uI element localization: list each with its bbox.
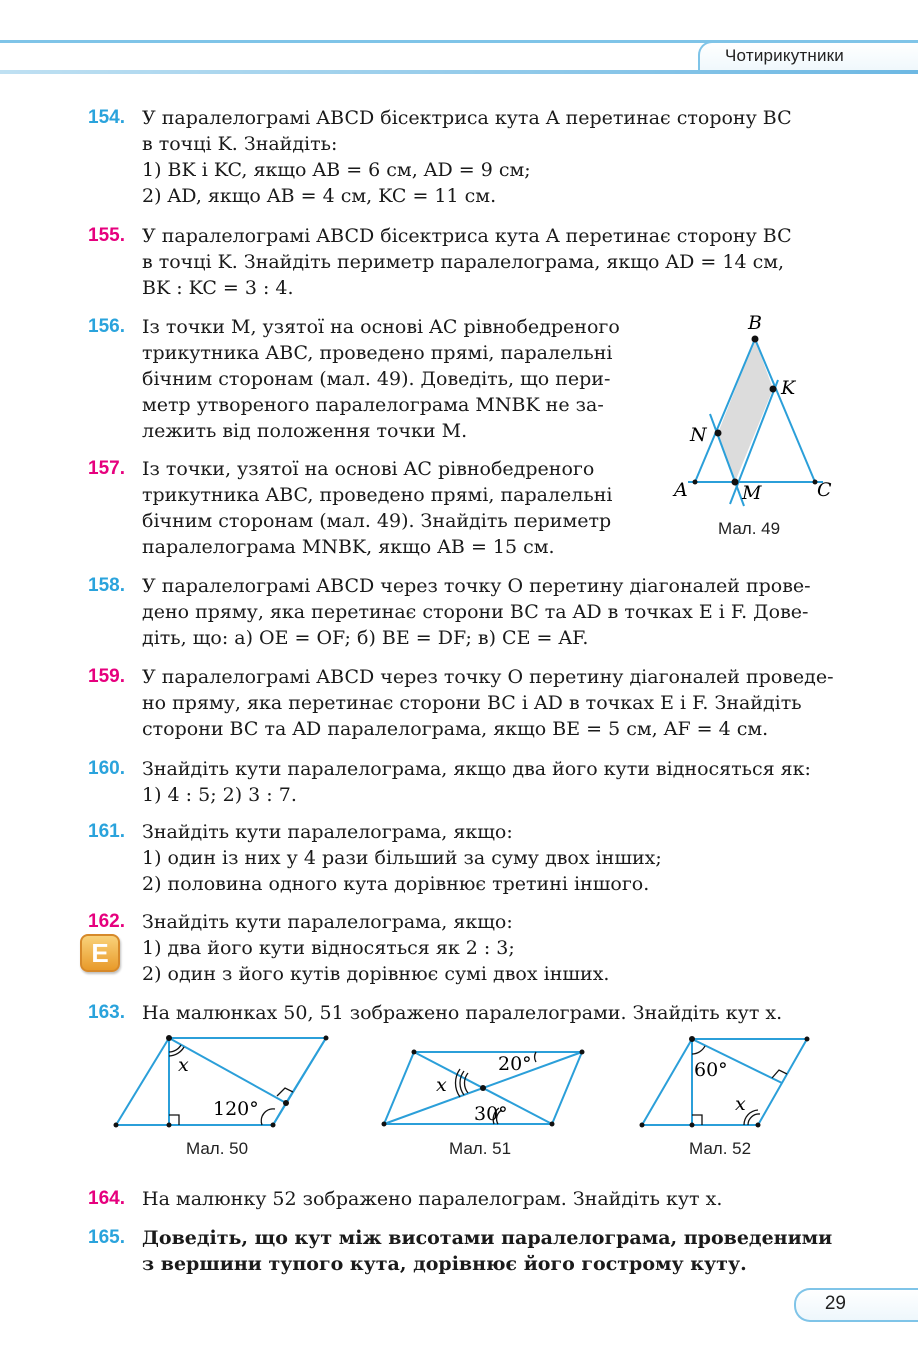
triangle-diagram <box>668 310 848 510</box>
problem-line: в точці K. Знайдіть: <box>142 133 338 155</box>
figure-caption: Мал. 51 <box>449 1139 512 1158</box>
problem-line: 2) половина одного кута дорівнює третині іншого. <box>142 873 650 895</box>
problem-line: BK : KC = 3 : 4. <box>142 277 294 299</box>
problem-line: Знайдіть кути паралелограма, якщо два його кути відносяться як: <box>142 758 811 780</box>
problem-number: 156. <box>88 316 125 337</box>
problem-160 <box>88 756 811 808</box>
label-c: C <box>817 479 832 501</box>
problem-number: 155. <box>88 225 125 246</box>
problem-number: 160. <box>88 758 125 779</box>
parallelogram-diagram-51 <box>378 1040 593 1135</box>
problem-line: У паралелограмі ABCD бісектриса кута A перетинає сторону BC <box>142 225 792 247</box>
problem-number: 158. <box>88 575 125 596</box>
header-bar <box>0 70 918 74</box>
parallelogram-diagram-50 <box>110 1030 340 1135</box>
page-number-tab <box>794 1288 918 1322</box>
label-b: B <box>748 312 762 334</box>
problem-line: лежить від положення точки M. <box>142 420 468 442</box>
problem-line: У паралелограмі ABCD через точку O перетину діагоналей проведе- <box>142 666 834 688</box>
e-badge-icon: E <box>80 934 120 972</box>
figure-caption: Мал. 52 <box>689 1139 752 1158</box>
problem-line: сторони BC та AD паралелограма, якщо BE = 5 см, AF = 4 см. <box>142 718 769 740</box>
problem-line: в точці K. Знайдіть периметр паралелограма, якщо AD = 14 см, <box>142 251 785 273</box>
problem-line: дено пряму, яка перетинає сторони BC та AD в точках E і F. Дове- <box>142 601 809 623</box>
problem-line: Доведіть, що кут між висотами паралелограма, проведеними <box>142 1227 833 1249</box>
figure-caption: Мал. 50 <box>186 1139 249 1158</box>
problem-line: метр утвореного паралелограма MNBK не за- <box>142 394 604 416</box>
problem-number: 164. <box>88 1188 125 1209</box>
problem-line: Із точки M, узятої на основі AC рівнобедреного <box>142 316 620 338</box>
section-title: Чотирикутники <box>725 46 844 65</box>
problem-line: з вершини тупого кута, дорівнює його гострому куту. <box>142 1253 747 1275</box>
problem-154 <box>88 105 792 209</box>
label-angle-120: 120° <box>213 1098 259 1120</box>
figure-50 <box>110 1030 340 1165</box>
label-k: K <box>781 377 796 399</box>
label-x: x <box>735 1093 746 1115</box>
problem-number: 162. <box>88 911 125 932</box>
label-a: A <box>674 479 688 501</box>
problem-line: 1) BK і KC, якщо AB = 6 см, AD = 9 см; <box>142 159 531 181</box>
label-n: N <box>690 424 707 446</box>
problem-line: 1) два його кути відносяться як 2 : 3; <box>142 937 515 959</box>
problem-line: бічним сторонам (мал. 49). Знайдіть периметр <box>142 510 612 532</box>
problem-157 <box>88 456 612 560</box>
problem-line: У паралелограмі ABCD через точку O перетину діагоналей прове- <box>142 575 811 597</box>
problem-line: трикутника ABC, проведено прямі, паралельні <box>142 342 613 364</box>
problem-line: Знайдіть кути паралелограма, якщо: <box>142 821 513 843</box>
problem-number: 165. <box>88 1227 125 1248</box>
figure-caption: Мал. 49 <box>718 519 781 538</box>
problem-164 <box>88 1186 722 1212</box>
problem-161 <box>88 819 662 897</box>
problem-line: На малюнку 52 зображено паралелограм. Знайдіть кут x. <box>142 1188 723 1210</box>
problem-line: паралелограма MNBK, якщо AB = 15 см. <box>142 536 555 558</box>
label-angle-30: 30° <box>474 1103 508 1125</box>
problem-line: 1) один із них у 4 рази більший за суму двох інших; <box>142 847 662 869</box>
label-angle-60: 60° <box>694 1059 728 1081</box>
label-angle-20: 20° <box>498 1053 532 1075</box>
problem-line: 1) 4 : 5; 2) 3 : 7. <box>142 784 297 806</box>
problem-line: 2) один з його кутів дорівнює сумі двох інших. <box>142 963 610 985</box>
problem-165 <box>88 1225 832 1277</box>
label-m: M <box>742 482 762 504</box>
figure-51 <box>378 1040 593 1165</box>
page-number: 29 <box>824 1293 846 1314</box>
problem-158 <box>88 573 811 651</box>
problem-line: трикутника ABC, проведено прямі, паралельні <box>142 484 613 506</box>
problem-line: бічним сторонам (мал. 49). Доведіть, що пери- <box>142 368 611 390</box>
figure-52 <box>636 1030 816 1165</box>
problem-162 <box>88 909 609 987</box>
problem-163 <box>88 1000 782 1026</box>
problem-line: У паралелограмі ABCD бісектриса кута A перетинає сторону BC <box>142 107 792 129</box>
problem-line: Знайдіть кути паралелограма, якщо: <box>142 911 513 933</box>
problem-159 <box>88 664 834 742</box>
problem-line: Із точки, узятої на основі AC рівнобедреного <box>142 458 595 480</box>
label-x: x <box>178 1054 189 1076</box>
problem-line: На малюнках 50, 51 зображено паралелограми. Знайдіть кут x. <box>142 1002 783 1024</box>
problem-number: 157. <box>88 458 125 479</box>
problem-156 <box>88 314 620 444</box>
problem-number: 154. <box>88 107 125 128</box>
problem-line: 2) AD, якщо AB = 4 см, KC = 11 см. <box>142 185 497 207</box>
problem-line: но пряму, яка перетинає сторони BC і AD в точках E і F. Знайдіть <box>142 692 802 714</box>
figure-49 <box>668 310 848 540</box>
problem-number: 159. <box>88 666 125 687</box>
problem-line: діть, що: а) OE = OF; б) BE = DF; в) CE = AF. <box>142 627 589 649</box>
problem-155 <box>88 223 792 301</box>
problem-number: 163. <box>88 1002 125 1023</box>
problem-number: 161. <box>88 821 125 842</box>
parallelogram-diagram-52 <box>636 1030 816 1135</box>
label-x: x <box>436 1074 447 1096</box>
